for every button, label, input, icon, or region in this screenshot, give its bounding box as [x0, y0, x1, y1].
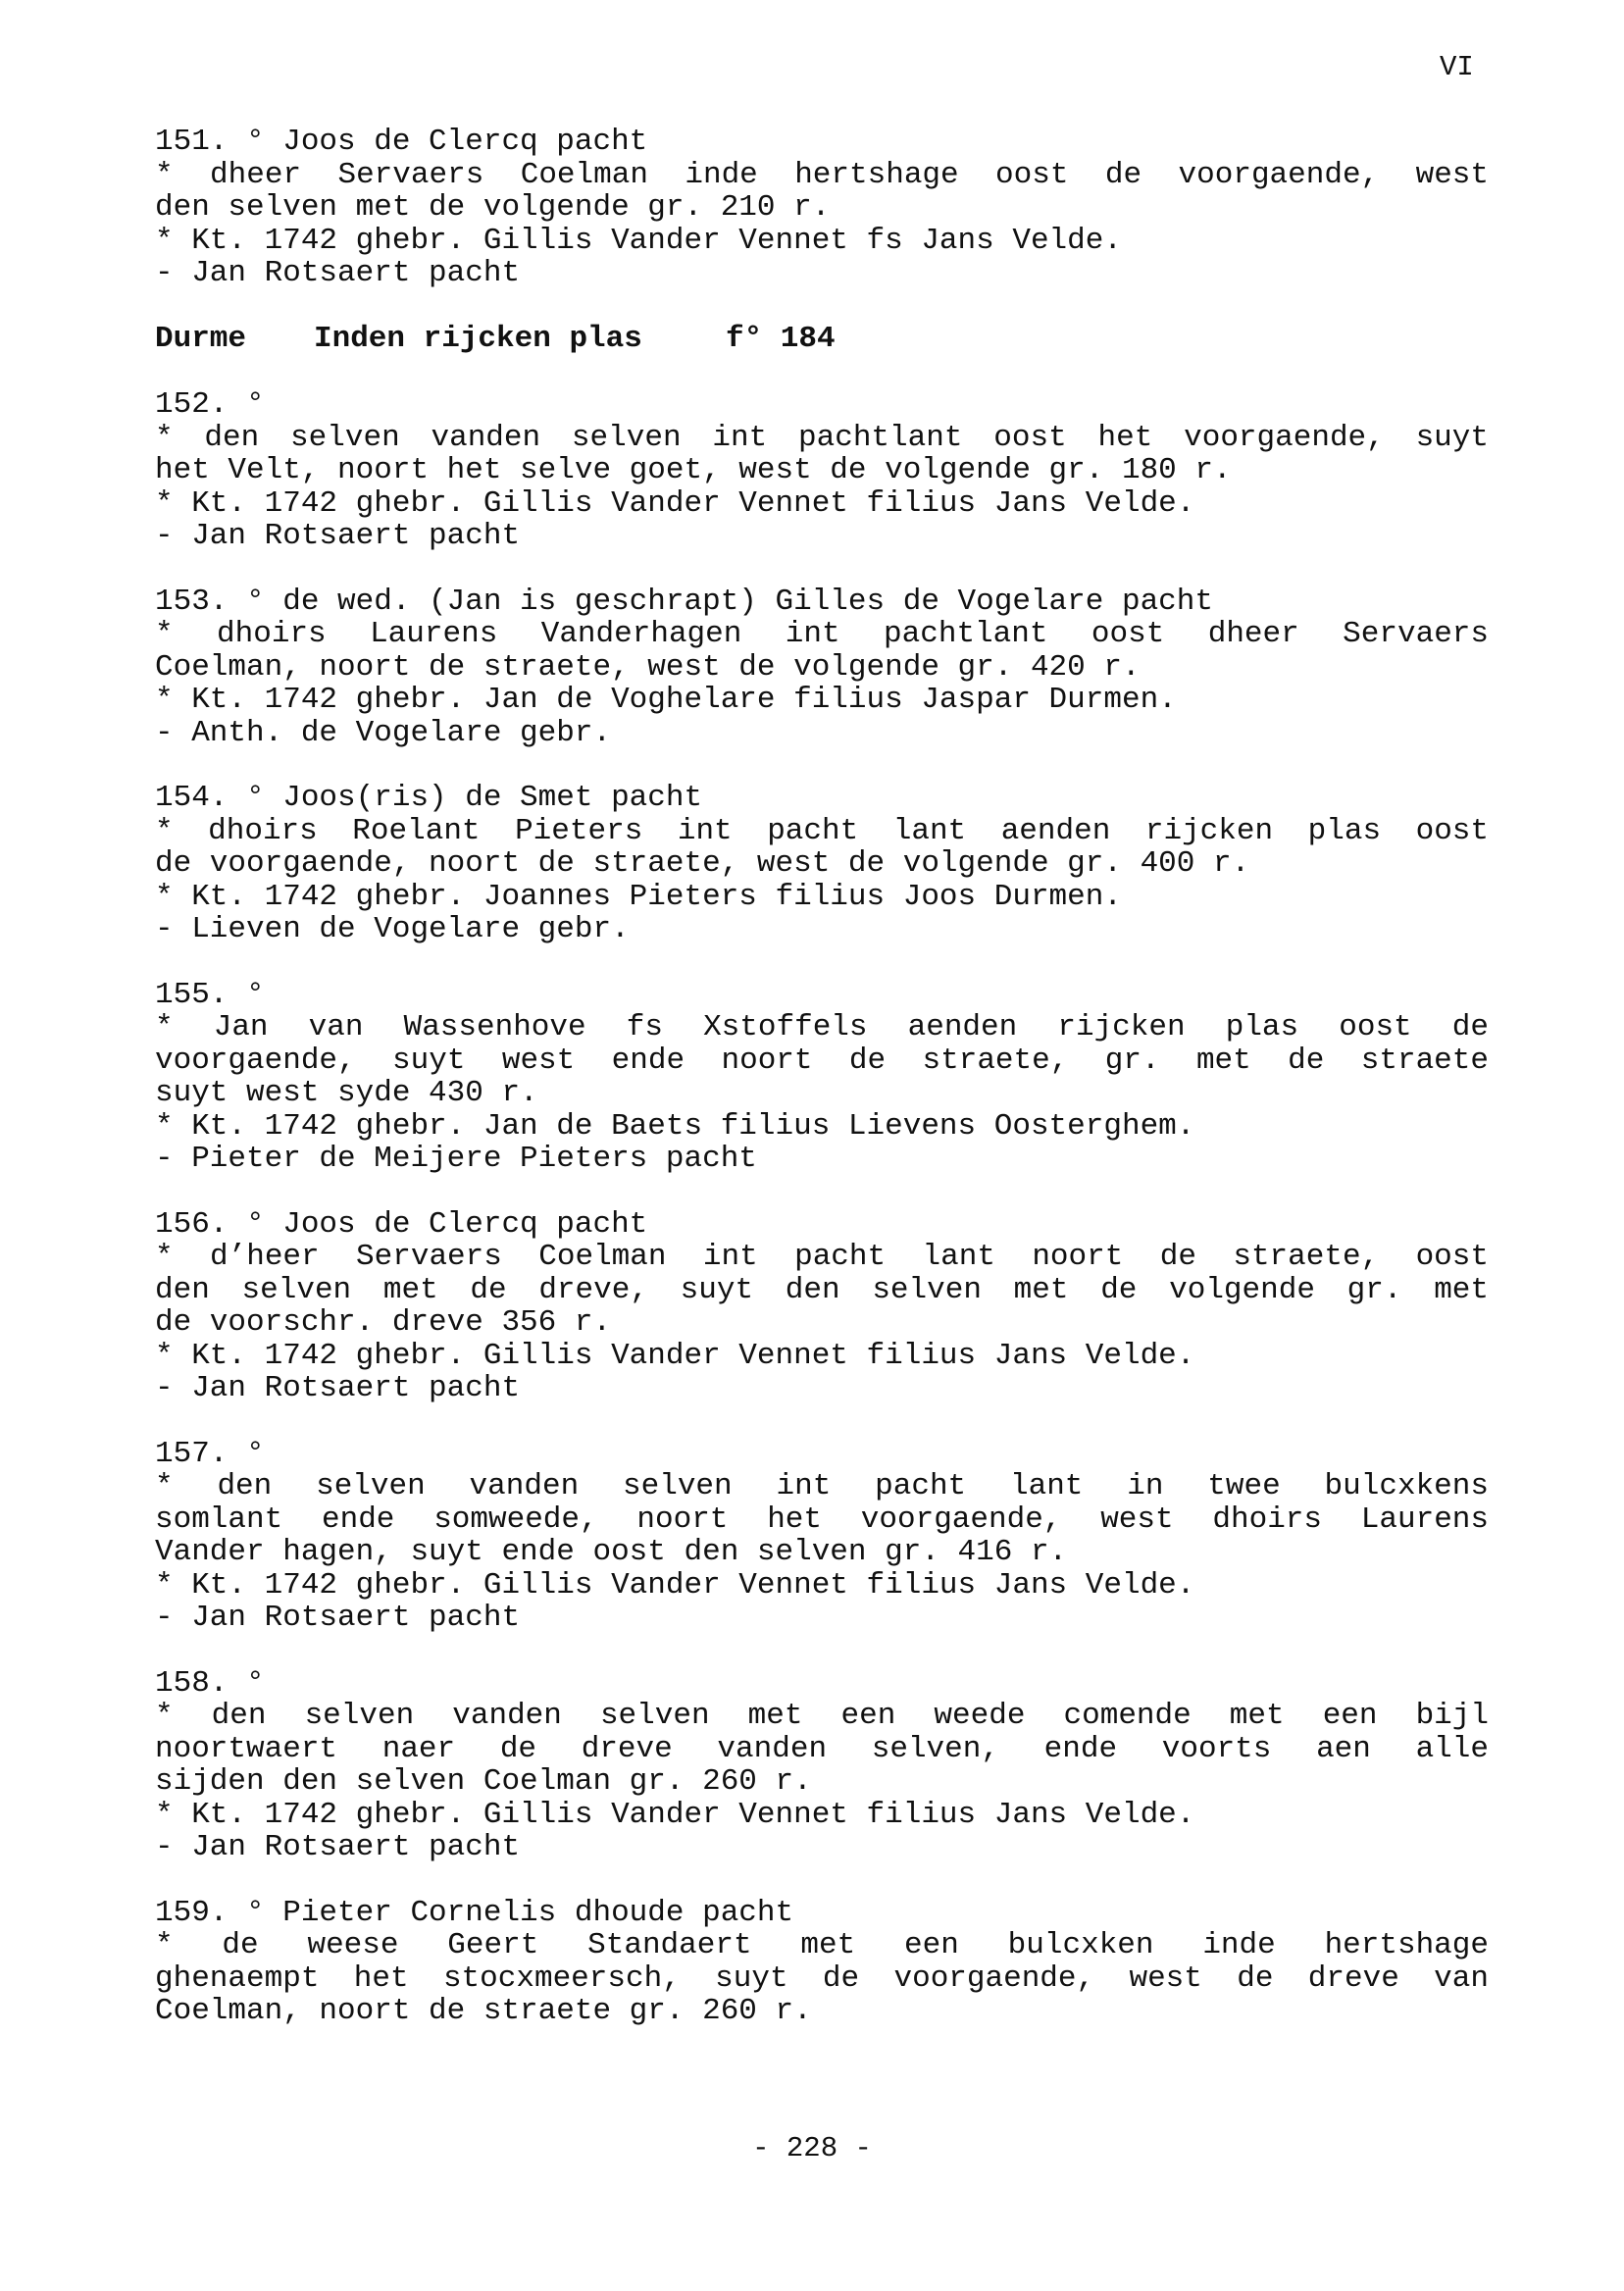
entry-line: * den selven vanden selven met een weede comende met een bijl [155, 1699, 1489, 1733]
entry-line: 158. ° [155, 1665, 265, 1701]
register-entry [155, 1438, 1489, 1635]
entry-line: - Jan Rotsaert pacht [155, 1830, 521, 1864]
entry-line: * den selven vanden selven int pachtlant oost het voorgaende, suyt [155, 420, 1489, 455]
entry-line: den selven met de volgende gr. 210 r. [155, 190, 831, 225]
entry-line: * Kt. 1742 ghebr. Gillis Vander Vennet filius Jans Velde. [155, 1567, 1195, 1603]
entry-line: * dheer Servaers Coelman inde hertshage oost de voorgaende, west [155, 157, 1489, 192]
entry-line: 157. ° [155, 1436, 265, 1471]
entry-line: - Jan Rotsaert pacht [155, 519, 521, 553]
entry-line: 159. ° Pieter Cornelis dhoude pacht [155, 1895, 794, 1930]
register-entry [155, 126, 1489, 290]
entry-line: - Jan Rotsaert pacht [155, 1601, 521, 1635]
entry-line: sijden den selven Coelman gr. 260 r. [155, 1764, 812, 1799]
heading-district: Durme [155, 321, 247, 356]
entry-line: Coelman, noort de straete gr. 260 r. [155, 1994, 812, 2028]
heading-place: Inden rijcken plas [314, 321, 642, 356]
entry-line: den selven met de dreve, suyt den selven met de volgende gr. met [155, 1272, 1489, 1307]
entry-line: voorgaende, suyt west ende noort de straete, gr. met de straete [155, 1043, 1489, 1078]
section-heading [155, 323, 1489, 356]
entry-line: 152. ° [155, 387, 265, 422]
entry-line: - Pieter de Meijere Pieters pacht [155, 1142, 757, 1176]
entry-line: 153. ° de wed. (Jan is geschrapt) Gilles de Vogelare pacht [155, 584, 1213, 619]
entry-line: de voorschr. dreve 356 r. [155, 1305, 612, 1340]
register-entry [155, 782, 1489, 946]
entry-line: * Kt. 1742 ghebr. Jan de Voghelare filius Jaspar Durmen. [155, 683, 1177, 717]
register-entry [155, 388, 1489, 553]
page-number: - 228 - [752, 2132, 872, 2164]
register-entry [155, 979, 1489, 1176]
entry-line: * dhoirs Laurens Vanderhagen int pachtlant oost dheer Servaers [155, 617, 1489, 651]
entry-line: 154. ° Joos(ris) de Smet pacht [155, 781, 703, 815]
entry-line: - Jan Rotsaert pacht [155, 256, 521, 290]
entry-line: suyt west syde 430 r. [155, 1076, 538, 1110]
entry-line: * Kt. 1742 ghebr. Gillis Vander Vennet fs Jans Velde. [155, 223, 1122, 258]
entry-line: Coelman, noort de straete, west de volgende gr. 420 r. [155, 649, 1141, 685]
entry-line: * Kt. 1742 ghebr. Gillis Vander Vennet filius Jans Velde. [155, 1338, 1195, 1373]
entry-line: - Anth. de Vogelare gebr. [155, 715, 612, 750]
entry-line: * Kt. 1742 ghebr. Joannes Pieters filius Joos Durmen. [155, 879, 1122, 914]
entry-line: het Velt, noort het selve goet, west de volgende gr. 180 r. [155, 453, 1232, 487]
entry-line: somlant ende somweede, noort het voorgaende, west dhoirs Laurens [155, 1502, 1489, 1537]
entry-line: de voorgaende, noort de straete, west de volgende gr. 400 r. [155, 846, 1250, 881]
entry-line: 155. ° [155, 977, 265, 1012]
entry-line: * de weese Geert Standaert met een bulcxken inde hertshage [155, 1928, 1489, 1962]
entry-line: * Kt. 1742 ghebr. Jan de Baets filius Lievens Oosterghem. [155, 1108, 1195, 1144]
register-entry [155, 585, 1489, 750]
entry-line: 151. ° Joos de Clercq pacht [155, 125, 648, 159]
entries-before-heading [155, 126, 1489, 290]
entry-line: * Kt. 1742 ghebr. Gillis Vander Vennet filius Jans Velde. [155, 485, 1195, 521]
register-entry [155, 1897, 1489, 2028]
entry-line: ghenaempt het stocxmeersch, suyt de voorgaende, west de dreve van [155, 1960, 1489, 1996]
entry-line: noortwaert naer de dreve vanden selven, ende voorts aen alle [155, 1731, 1489, 1766]
entry-line: - Jan Rotsaert pacht [155, 1371, 521, 1405]
register-content [155, 126, 1489, 2061]
entry-line: * Jan van Wassenhove fs Xstoffels aenden rijcken plas oost de [155, 1010, 1489, 1044]
entry-line: Vander hagen, suyt ende oost den selven gr. 416 r. [155, 1535, 1068, 1569]
entry-line: * den selven vanden selven int pacht lant in twee bulcxkens [155, 1469, 1489, 1503]
entry-line: * dhoirs Roelant Pieters int pacht lant aenden rijcken plas oost [155, 813, 1489, 848]
section-roman-numeral: VI [1440, 51, 1474, 83]
register-entry [155, 1667, 1489, 1864]
heading-folio: f° 184 [726, 321, 836, 356]
entries-after-heading [155, 388, 1489, 2028]
entry-line: * Kt. 1742 ghebr. Gillis Vander Vennet filius Jans Velde. [155, 1797, 1195, 1832]
entry-line: * d’heer Servaers Coelman int pacht lant noort de straete, oost [155, 1240, 1489, 1274]
register-entry [155, 1208, 1489, 1405]
entry-line: 156. ° Joos de Clercq pacht [155, 1206, 648, 1242]
entry-line: - Lieven de Vogelare gebr. [155, 912, 630, 946]
